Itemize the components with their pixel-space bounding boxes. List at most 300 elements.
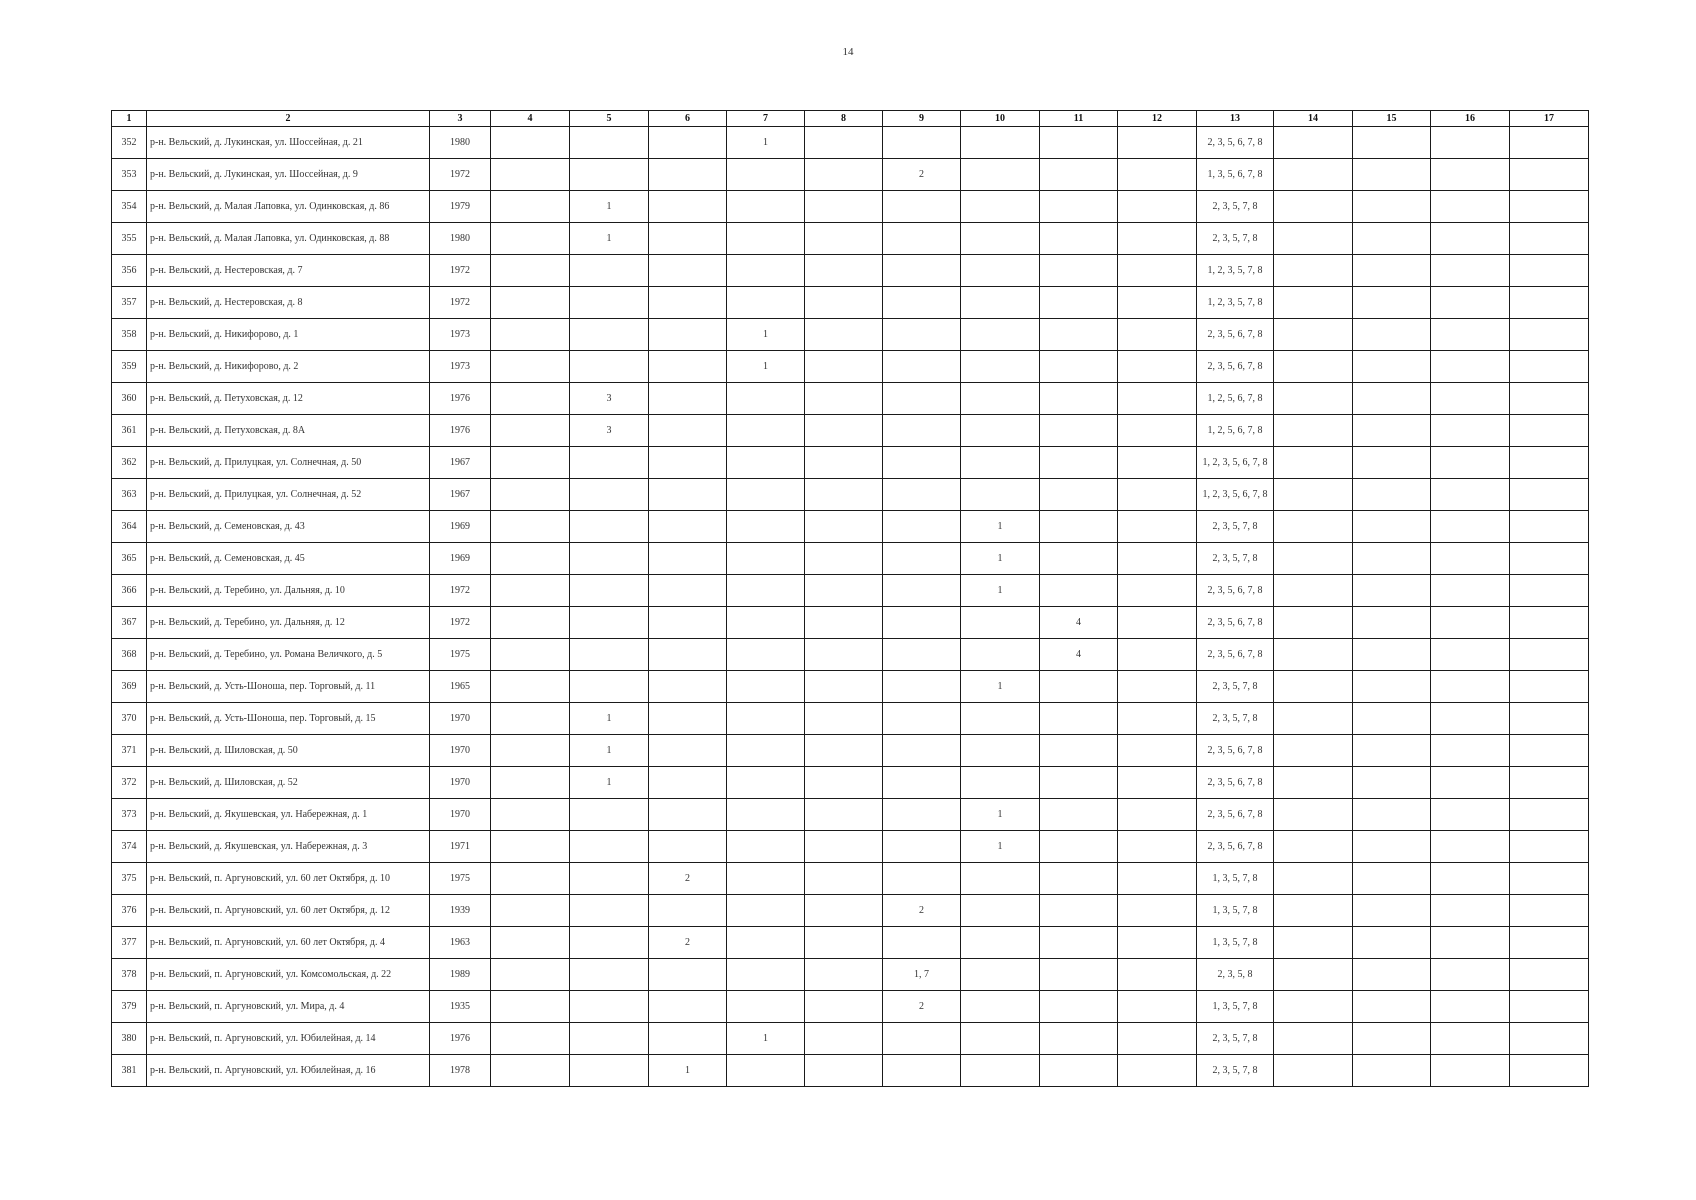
table-cell: 2, 3, 5, 7, 8: [1197, 703, 1274, 735]
table-cell: [727, 895, 805, 927]
table-cell: [570, 575, 649, 607]
table-cell: [1431, 511, 1510, 543]
table-cell: [1040, 959, 1118, 991]
table-cell: 2: [883, 895, 961, 927]
table-cell: [1118, 959, 1197, 991]
table-cell: [1510, 511, 1589, 543]
table-cell: [1274, 799, 1353, 831]
table-row: [112, 927, 1589, 959]
table-cell: [805, 255, 883, 287]
table-cell: [727, 1055, 805, 1087]
table-cell: [727, 703, 805, 735]
table-cell: [1040, 255, 1118, 287]
table-cell: [727, 191, 805, 223]
table-cell: [1353, 831, 1431, 863]
table-cell: [1431, 991, 1510, 1023]
table-cell: [570, 127, 649, 159]
table-cell: [727, 991, 805, 1023]
table-cell: [1510, 479, 1589, 511]
table-cell: [883, 287, 961, 319]
column-header-17: 17: [1510, 111, 1589, 127]
row-number-cell: 360: [112, 383, 147, 415]
table-cell: [1431, 959, 1510, 991]
year-cell: 1969: [430, 511, 491, 543]
column-header-11: 11: [1040, 111, 1118, 127]
table-row: [112, 447, 1589, 479]
table-cell: [1118, 703, 1197, 735]
table-cell: [1118, 511, 1197, 543]
table-cell: [1431, 767, 1510, 799]
address-cell: р-н. Вельский, д. Шиловская, д. 52: [147, 767, 430, 799]
column-header-14: 14: [1274, 111, 1353, 127]
table-cell: [1510, 607, 1589, 639]
address-cell: р-н. Вельский, п. Аргуновский, ул. Мира, д. 4: [147, 991, 430, 1023]
table-cell: [1510, 543, 1589, 575]
table-cell: [649, 543, 727, 575]
table-cell: [883, 383, 961, 415]
table-cell: [649, 703, 727, 735]
table-cell: [649, 991, 727, 1023]
housing-data-table: [111, 110, 1589, 1087]
table-cell: 1: [961, 511, 1040, 543]
table-cell: 1: [961, 575, 1040, 607]
row-number-cell: 358: [112, 319, 147, 351]
table-cell: [1274, 831, 1353, 863]
table-cell: [1274, 223, 1353, 255]
table-cell: 2, 3, 5, 7, 8: [1197, 1055, 1274, 1087]
table-cell: [491, 1055, 570, 1087]
table-cell: [805, 991, 883, 1023]
table-cell: [649, 255, 727, 287]
table-cell: [805, 767, 883, 799]
table-cell: [883, 1023, 961, 1055]
table-row: [112, 287, 1589, 319]
column-header-3: 3: [430, 111, 491, 127]
table-cell: [649, 447, 727, 479]
table-cell: [491, 1023, 570, 1055]
table-cell: 4: [1040, 639, 1118, 671]
table-cell: [883, 671, 961, 703]
table-cell: [1118, 671, 1197, 703]
table-cell: [1431, 639, 1510, 671]
table-cell: [1040, 831, 1118, 863]
row-number-cell: 361: [112, 415, 147, 447]
column-header-4: 4: [491, 111, 570, 127]
table-cell: [1040, 287, 1118, 319]
table-cell: [961, 735, 1040, 767]
table-cell: [1431, 255, 1510, 287]
table-row: [112, 799, 1589, 831]
table-cell: [1274, 543, 1353, 575]
table-cell: [491, 223, 570, 255]
table-cell: [1431, 799, 1510, 831]
table-row: [112, 223, 1589, 255]
table-cell: [1431, 831, 1510, 863]
row-number-cell: 370: [112, 703, 147, 735]
table-cell: [961, 991, 1040, 1023]
row-number-cell: 373: [112, 799, 147, 831]
table-cell: [570, 959, 649, 991]
table-cell: [1118, 895, 1197, 927]
table-cell: [1431, 1055, 1510, 1087]
table-cell: [570, 351, 649, 383]
table-cell: 1, 3, 5, 7, 8: [1197, 895, 1274, 927]
row-number-cell: 371: [112, 735, 147, 767]
table-cell: 2, 3, 5, 7, 8: [1197, 191, 1274, 223]
table-cell: [805, 671, 883, 703]
table-cell: [1353, 479, 1431, 511]
table-cell: [727, 287, 805, 319]
row-number-cell: 365: [112, 543, 147, 575]
column-header-7: 7: [727, 111, 805, 127]
table-cell: 1: [570, 223, 649, 255]
table-cell: [883, 863, 961, 895]
table-cell: [1040, 159, 1118, 191]
row-number-cell: 372: [112, 767, 147, 799]
table-cell: [805, 159, 883, 191]
table-cell: [961, 255, 1040, 287]
table-cell: 2: [883, 159, 961, 191]
table-cell: [727, 415, 805, 447]
table-cell: [1353, 447, 1431, 479]
table-cell: [805, 1023, 883, 1055]
table-cell: [1274, 159, 1353, 191]
row-number-cell: 368: [112, 639, 147, 671]
table-cell: [1040, 415, 1118, 447]
address-cell: р-н. Вельский, п. Аргуновский, ул. 60 лет Октября, д. 10: [147, 863, 430, 895]
row-number-cell: 376: [112, 895, 147, 927]
table-cell: [570, 831, 649, 863]
table-cell: [1118, 991, 1197, 1023]
table-cell: [961, 159, 1040, 191]
table-cell: [1040, 319, 1118, 351]
table-cell: [491, 447, 570, 479]
table-cell: 1: [727, 319, 805, 351]
year-cell: 1978: [430, 1055, 491, 1087]
table-cell: [961, 223, 1040, 255]
table-row: [112, 959, 1589, 991]
table-cell: [649, 671, 727, 703]
table-cell: [570, 671, 649, 703]
table-cell: [570, 159, 649, 191]
table-cell: [570, 511, 649, 543]
column-header-5: 5: [570, 111, 649, 127]
address-cell: р-н. Вельский, п. Аргуновский, ул. 60 лет Октября, д. 12: [147, 895, 430, 927]
table-cell: 1: [961, 799, 1040, 831]
table-row: [112, 319, 1589, 351]
table-cell: [1510, 127, 1589, 159]
year-cell: 1975: [430, 863, 491, 895]
table-cell: [1040, 511, 1118, 543]
table-cell: [805, 799, 883, 831]
table-cell: [1353, 383, 1431, 415]
table-cell: [805, 127, 883, 159]
address-cell: р-н. Вельский, д. Петуховская, д. 12: [147, 383, 430, 415]
table-cell: [570, 639, 649, 671]
table-cell: [961, 703, 1040, 735]
table-cell: 2, 3, 5, 7, 8: [1197, 223, 1274, 255]
table-cell: [727, 671, 805, 703]
table-cell: [1118, 223, 1197, 255]
table-cell: [1431, 543, 1510, 575]
table-cell: [1353, 735, 1431, 767]
table-row: [112, 1055, 1589, 1087]
table-cell: [961, 607, 1040, 639]
year-cell: 1972: [430, 287, 491, 319]
table-cell: [649, 799, 727, 831]
table-cell: [570, 895, 649, 927]
table-row: [112, 735, 1589, 767]
table-cell: [1431, 287, 1510, 319]
table-cell: [727, 831, 805, 863]
table-cell: [1431, 447, 1510, 479]
table-cell: [1274, 319, 1353, 351]
year-cell: 1963: [430, 927, 491, 959]
column-header-2: 2: [147, 111, 430, 127]
table-cell: [491, 415, 570, 447]
table-cell: 1, 2, 3, 5, 6, 7, 8: [1197, 447, 1274, 479]
table-cell: [649, 831, 727, 863]
table-cell: [1118, 863, 1197, 895]
table-cell: [1118, 159, 1197, 191]
table-cell: [1118, 255, 1197, 287]
table-cell: [1510, 1055, 1589, 1087]
table-cell: 4: [1040, 607, 1118, 639]
row-number-cell: 364: [112, 511, 147, 543]
table-row: [112, 639, 1589, 671]
table-cell: [1510, 671, 1589, 703]
table-cell: [1274, 639, 1353, 671]
address-cell: р-н. Вельский, д. Прилуцкая, ул. Солнечная, д. 50: [147, 447, 430, 479]
table-cell: [727, 639, 805, 671]
page-number: 14: [842, 46, 854, 58]
table-cell: [1510, 927, 1589, 959]
table-cell: 1: [570, 191, 649, 223]
table-cell: [649, 415, 727, 447]
table-cell: [1040, 1055, 1118, 1087]
table-cell: [805, 831, 883, 863]
table-cell: [1353, 1023, 1431, 1055]
table-cell: [1510, 319, 1589, 351]
year-cell: 1972: [430, 159, 491, 191]
year-cell: 1980: [430, 127, 491, 159]
table-cell: [491, 863, 570, 895]
year-cell: 1935: [430, 991, 491, 1023]
table-cell: [727, 799, 805, 831]
table-cell: 2, 3, 5, 6, 7, 8: [1197, 735, 1274, 767]
table-cell: [1353, 959, 1431, 991]
table-cell: [1274, 735, 1353, 767]
table-cell: [805, 575, 883, 607]
table-cell: [1274, 287, 1353, 319]
table-cell: [1510, 735, 1589, 767]
row-number-cell: 356: [112, 255, 147, 287]
table-cell: [570, 863, 649, 895]
table-cell: [1353, 159, 1431, 191]
column-header-13: 13: [1197, 111, 1274, 127]
row-number-cell: 355: [112, 223, 147, 255]
table-cell: [491, 703, 570, 735]
row-number-cell: 375: [112, 863, 147, 895]
table-cell: [1353, 223, 1431, 255]
table-cell: [805, 1055, 883, 1087]
table-cell: [1118, 447, 1197, 479]
table-cell: [649, 351, 727, 383]
table-cell: [1353, 511, 1431, 543]
table-row: [112, 159, 1589, 191]
table-row: [112, 767, 1589, 799]
row-number-cell: 367: [112, 607, 147, 639]
table-cell: [727, 767, 805, 799]
table-cell: 2, 3, 5, 6, 7, 8: [1197, 319, 1274, 351]
table-cell: [491, 639, 570, 671]
address-cell: р-н. Вельский, п. Аргуновский, ул. Юбилейная, д. 16: [147, 1055, 430, 1087]
table-cell: [1274, 767, 1353, 799]
table-cell: 1: [570, 767, 649, 799]
table-cell: [649, 959, 727, 991]
table-cell: [649, 223, 727, 255]
table-cell: 1, 3, 5, 6, 7, 8: [1197, 159, 1274, 191]
table-cell: [491, 511, 570, 543]
table-cell: [883, 543, 961, 575]
table-cell: 2, 3, 5, 6, 7, 8: [1197, 831, 1274, 863]
table-cell: [570, 255, 649, 287]
table-cell: [1274, 479, 1353, 511]
table-cell: [1040, 543, 1118, 575]
table-cell: [570, 319, 649, 351]
table-cell: [961, 191, 1040, 223]
table-cell: [727, 959, 805, 991]
table-cell: [491, 127, 570, 159]
table-cell: [805, 223, 883, 255]
address-cell: р-н. Вельский, д. Лукинская, ул. Шоссейная, д. 21: [147, 127, 430, 159]
table-row: [112, 415, 1589, 447]
year-cell: 1989: [430, 959, 491, 991]
table-cell: [1431, 575, 1510, 607]
table-cell: [491, 479, 570, 511]
table-row: [112, 671, 1589, 703]
table-cell: [570, 991, 649, 1023]
year-cell: 1971: [430, 831, 491, 863]
row-number-cell: 362: [112, 447, 147, 479]
table-cell: [649, 607, 727, 639]
table-cell: [1431, 1023, 1510, 1055]
table-cell: 1, 2, 3, 5, 6, 7, 8: [1197, 479, 1274, 511]
row-number-cell: 369: [112, 671, 147, 703]
year-cell: 1975: [430, 639, 491, 671]
table-cell: [570, 927, 649, 959]
table-cell: [1274, 191, 1353, 223]
table-cell: [1353, 607, 1431, 639]
table-cell: [1431, 607, 1510, 639]
address-cell: р-н. Вельский, д. Шиловская, д. 50: [147, 735, 430, 767]
address-cell: р-н. Вельский, д. Никифорово, д. 1: [147, 319, 430, 351]
table-cell: [883, 127, 961, 159]
year-cell: 1970: [430, 767, 491, 799]
table-cell: [727, 575, 805, 607]
table-cell: [1353, 671, 1431, 703]
table-cell: [1510, 255, 1589, 287]
year-cell: 1976: [430, 383, 491, 415]
table-cell: [1431, 415, 1510, 447]
table-cell: [1353, 319, 1431, 351]
table-cell: [961, 767, 1040, 799]
table-cell: [1510, 415, 1589, 447]
table-cell: [805, 607, 883, 639]
table-cell: [1274, 127, 1353, 159]
address-cell: р-н. Вельский, д. Малая Лаповка, ул. Одинковская, д. 86: [147, 191, 430, 223]
address-cell: р-н. Вельский, д. Теребино, ул. Романа Величкого, д. 5: [147, 639, 430, 671]
table-cell: [1431, 895, 1510, 927]
table-cell: [1431, 735, 1510, 767]
row-number-cell: 354: [112, 191, 147, 223]
table-cell: [1040, 383, 1118, 415]
table-cell: [1040, 703, 1118, 735]
table-cell: [961, 863, 1040, 895]
table-cell: [1431, 191, 1510, 223]
table-cell: [1040, 447, 1118, 479]
table-cell: [1510, 959, 1589, 991]
table-cell: [1040, 127, 1118, 159]
row-number-cell: 363: [112, 479, 147, 511]
table-row: [112, 575, 1589, 607]
year-cell: 1970: [430, 735, 491, 767]
table-cell: [1353, 543, 1431, 575]
table-cell: [1118, 607, 1197, 639]
table-cell: [883, 767, 961, 799]
table-cell: [1274, 351, 1353, 383]
table-cell: [649, 1023, 727, 1055]
table-cell: [1274, 895, 1353, 927]
table-cell: [1353, 575, 1431, 607]
table-cell: [1274, 991, 1353, 1023]
row-number-cell: 377: [112, 927, 147, 959]
address-cell: р-н. Вельский, д. Петуховская, д. 8А: [147, 415, 430, 447]
table-cell: [883, 607, 961, 639]
year-cell: 1980: [430, 223, 491, 255]
table-cell: [1510, 991, 1589, 1023]
table-cell: [1431, 159, 1510, 191]
address-cell: р-н. Вельский, д. Никифорово, д. 2: [147, 351, 430, 383]
table-cell: [1353, 767, 1431, 799]
address-cell: р-н. Вельский, д. Прилуцкая, ул. Солнечная, д. 52: [147, 479, 430, 511]
table-cell: [1353, 127, 1431, 159]
table-cell: 2, 3, 5, 6, 7, 8: [1197, 767, 1274, 799]
address-cell: р-н. Вельский, п. Аргуновский, ул. 60 лет Октября, д. 4: [147, 927, 430, 959]
table-cell: [570, 543, 649, 575]
table-cell: [1274, 1023, 1353, 1055]
table-cell: [1431, 351, 1510, 383]
table-cell: [649, 639, 727, 671]
table-cell: [1353, 191, 1431, 223]
table-cell: [1510, 447, 1589, 479]
table-cell: 1: [727, 351, 805, 383]
table-row: [112, 895, 1589, 927]
table-cell: [805, 927, 883, 959]
table-cell: [1510, 287, 1589, 319]
table-cell: 1, 2, 3, 5, 7, 8: [1197, 255, 1274, 287]
table-cell: [1510, 895, 1589, 927]
table-cell: [1353, 991, 1431, 1023]
table-cell: [1510, 191, 1589, 223]
table-cell: [1274, 607, 1353, 639]
row-number-cell: 357: [112, 287, 147, 319]
table-cell: 1, 7: [883, 959, 961, 991]
table-cell: [805, 351, 883, 383]
table-cell: [1353, 415, 1431, 447]
table-cell: 1: [961, 671, 1040, 703]
table-cell: [961, 127, 1040, 159]
